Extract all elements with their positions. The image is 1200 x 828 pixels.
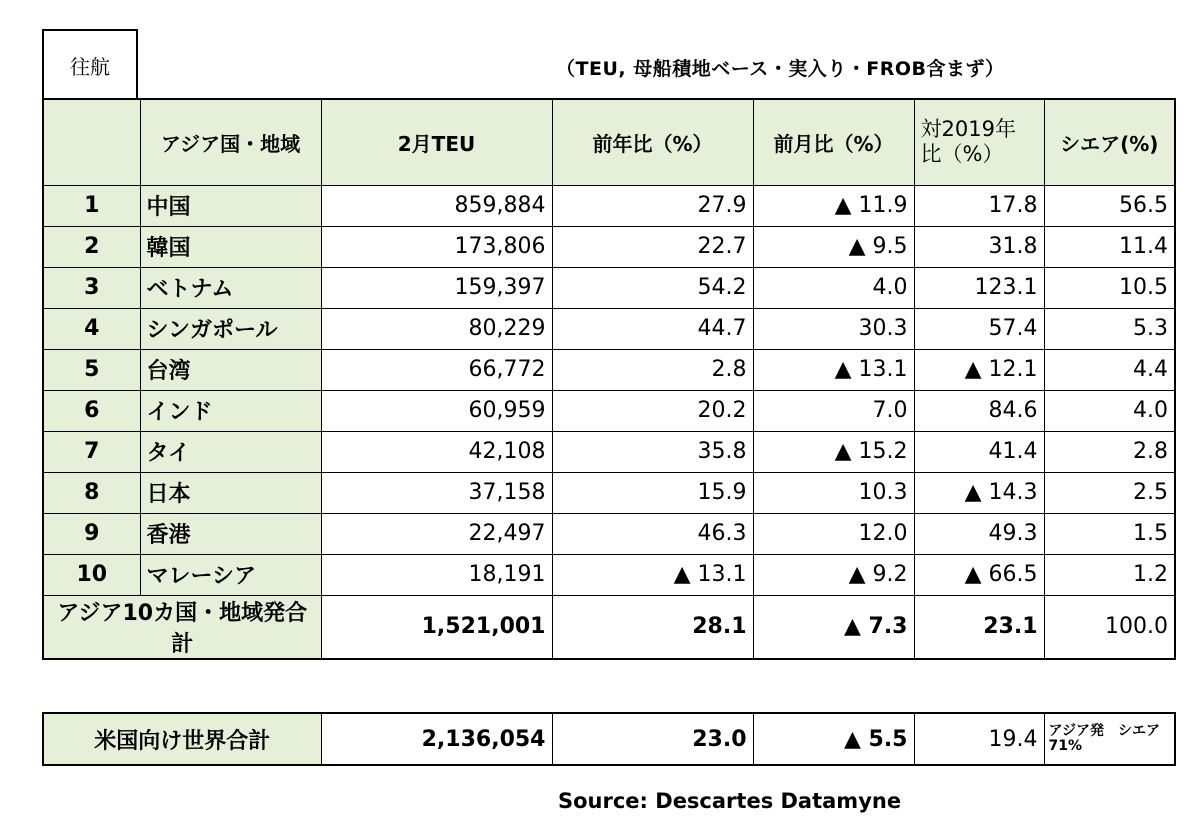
cell-mom: ▲ 9.2	[753, 554, 914, 595]
source-credit: Source: Descartes Datamyne	[558, 789, 902, 813]
cell-yoy: 2.8	[552, 349, 753, 390]
cell-vs2019: 17.8	[914, 185, 1044, 226]
units-note: （TEU, 母船積地ベース・実入り・FROB含まず）	[556, 58, 1005, 80]
us-total-teu: 2,136,054	[321, 713, 552, 765]
table-row	[43, 554, 1175, 595]
cell-share: 56.5	[1044, 185, 1175, 226]
route-label: 往航	[42, 29, 138, 99]
header-vs2019-line1: 対2019年	[920, 117, 1016, 142]
cell-rank: 10	[43, 554, 140, 595]
cell-rank: 3	[43, 267, 140, 308]
cell-share: 2.5	[1044, 472, 1175, 513]
cell-country: マレーシア	[140, 554, 321, 595]
table-body	[43, 185, 1175, 659]
cell-teu: 60,959	[321, 390, 552, 431]
cell-share: 10.5	[1044, 267, 1175, 308]
cell-mom: 7.0	[753, 390, 914, 431]
header-vs2019	[914, 99, 1044, 185]
cell-country: 韓国	[140, 226, 321, 267]
table-row	[43, 185, 1175, 226]
cell-country: インド	[140, 390, 321, 431]
cell-mom: ▲ 11.9	[753, 185, 914, 226]
cell-yoy: 44.7	[552, 308, 753, 349]
cell-yoy: 35.8	[552, 431, 753, 472]
cell-vs2019: 84.6	[914, 390, 1044, 431]
cell-teu: 859,884	[321, 185, 552, 226]
header-country: アジア国・地域	[140, 99, 321, 185]
cell-rank: 8	[43, 472, 140, 513]
cell-share: 2.8	[1044, 431, 1175, 472]
cell-yoy: 20.2	[552, 390, 753, 431]
cell-mom: 30.3	[753, 308, 914, 349]
cell-rank: 4	[43, 308, 140, 349]
cell-teu: 37,158	[321, 472, 552, 513]
cell-rank: 1	[43, 185, 140, 226]
us-total-table	[42, 712, 1176, 766]
total-share: 100.0	[1044, 595, 1175, 659]
cell-share: 4.4	[1044, 349, 1175, 390]
cell-teu: 159,397	[321, 267, 552, 308]
cell-rank: 2	[43, 226, 140, 267]
total-row	[43, 595, 1175, 659]
table-row	[43, 513, 1175, 554]
cell-yoy: ▲ 13.1	[552, 554, 753, 595]
cell-teu: 173,806	[321, 226, 552, 267]
cell-mom: ▲ 13.1	[753, 349, 914, 390]
cell-share: 4.0	[1044, 390, 1175, 431]
cell-share: 1.5	[1044, 513, 1175, 554]
cell-rank: 5	[43, 349, 140, 390]
total-label: アジア10カ国・地域発合計	[43, 595, 321, 659]
cell-share: 1.2	[1044, 554, 1175, 595]
cell-vs2019: ▲ 12.1	[914, 349, 1044, 390]
header-rank	[43, 99, 140, 185]
table-row	[43, 349, 1175, 390]
cell-yoy: 22.7	[552, 226, 753, 267]
table-row	[43, 390, 1175, 431]
cell-teu: 22,497	[321, 513, 552, 554]
asia-share-note: アジア発 シエア 71%	[1044, 713, 1175, 765]
table-row	[43, 431, 1175, 472]
cell-mom: 10.3	[753, 472, 914, 513]
us-total-yoy: 23.0	[552, 713, 753, 765]
cell-vs2019: ▲ 14.3	[914, 472, 1044, 513]
us-total-mom: ▲ 5.5	[753, 713, 914, 765]
cell-mom: 12.0	[753, 513, 914, 554]
header-vs2019-line2: 比（%）	[920, 142, 1004, 167]
cell-vs2019: 123.1	[914, 267, 1044, 308]
cell-teu: 42,108	[321, 431, 552, 472]
table-row	[43, 308, 1175, 349]
cell-yoy: 27.9	[552, 185, 753, 226]
cell-rank: 7	[43, 431, 140, 472]
table-row	[43, 226, 1175, 267]
cell-yoy: 54.2	[552, 267, 753, 308]
us-total-label: 米国向け世界合計	[43, 713, 321, 765]
cell-country: 台湾	[140, 349, 321, 390]
table-row	[43, 267, 1175, 308]
header-share: シエア(%)	[1044, 99, 1175, 185]
total-yoy: 28.1	[552, 595, 753, 659]
cell-rank: 6	[43, 390, 140, 431]
us-total-row	[43, 713, 1175, 765]
cell-vs2019: 57.4	[914, 308, 1044, 349]
cell-vs2019: 49.3	[914, 513, 1044, 554]
header-teu: 2月TEU	[321, 99, 552, 185]
cell-yoy: 15.9	[552, 472, 753, 513]
cell-vs2019: 41.4	[914, 431, 1044, 472]
asia-teu-table	[42, 98, 1176, 660]
cell-mom: 4.0	[753, 267, 914, 308]
cell-vs2019: ▲ 66.5	[914, 554, 1044, 595]
cell-mom: ▲ 15.2	[753, 431, 914, 472]
header-row	[43, 99, 1175, 185]
cell-teu: 66,772	[321, 349, 552, 390]
header-mom: 前月比（%）	[753, 99, 914, 185]
cell-share: 5.3	[1044, 308, 1175, 349]
header-yoy: 前年比（%）	[552, 99, 753, 185]
cell-vs2019: 31.8	[914, 226, 1044, 267]
cell-country: 日本	[140, 472, 321, 513]
cell-share: 11.4	[1044, 226, 1175, 267]
cell-teu: 18,191	[321, 554, 552, 595]
cell-mom: ▲ 9.5	[753, 226, 914, 267]
cell-country: 中国	[140, 185, 321, 226]
cell-teu: 80,229	[321, 308, 552, 349]
total-vs2019: 23.1	[914, 595, 1044, 659]
cell-yoy: 46.3	[552, 513, 753, 554]
cell-country: 香港	[140, 513, 321, 554]
total-mom: ▲ 7.3	[753, 595, 914, 659]
cell-country: タイ	[140, 431, 321, 472]
total-teu: 1,521,001	[321, 595, 552, 659]
cell-country: ベトナム	[140, 267, 321, 308]
cell-country: シンガポール	[140, 308, 321, 349]
cell-rank: 9	[43, 513, 140, 554]
us-total-vs2019: 19.4	[914, 713, 1044, 765]
table-row	[43, 472, 1175, 513]
